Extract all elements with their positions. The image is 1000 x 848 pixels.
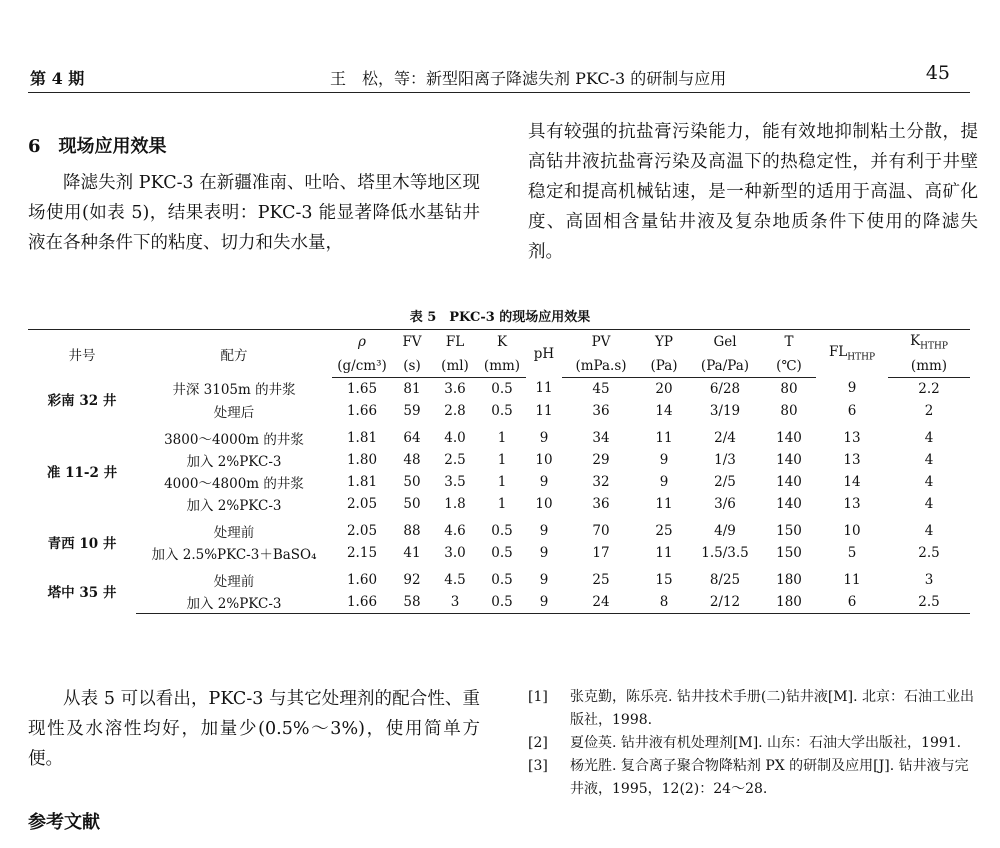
cell-fl: 2.5 [444, 451, 466, 468]
data-table [28, 329, 970, 614]
cell-well: 彩南 32 井 [47, 393, 117, 410]
cell-fv: 58 [392, 591, 432, 614]
cell-fl: 3.6 [444, 380, 466, 397]
cell-yp: 25 [655, 522, 673, 539]
cell-gel: 6/28 [709, 380, 741, 397]
cell-k: 1 [497, 451, 507, 468]
cell-khthp: 2.2 [918, 380, 940, 397]
cell-flhthp: 14 [843, 473, 861, 490]
cell-khthp: 2.5 [888, 591, 970, 614]
cell-rho: 2.05 [346, 522, 378, 539]
cell-pv: 34 [592, 429, 610, 446]
unit-pv: (mPa.s) [562, 355, 640, 378]
section-paragraph: 降滤失剂 PKC-3 在新疆准南、吐哈、塔里木等地区现场使用(如表 5)，结果表明：PKC-3 能显著降低水基钻井液在各种条件下的粘度、切力和失水量， [28, 173, 480, 253]
cell-ph: 11 [535, 402, 553, 419]
cell-fl: 3 [432, 591, 478, 614]
cell-flhthp: 13 [843, 429, 861, 446]
cell-rho: 1.80 [346, 451, 378, 468]
cell-formula: 处理前 [213, 573, 255, 590]
cell-t: 150 [776, 544, 802, 561]
cell-ph: 9 [539, 429, 549, 446]
cell-formula: 加入 2.5%PKC-3＋BaSO₄ [151, 546, 317, 563]
unit-fv: (s) [392, 355, 432, 378]
cell-formula: 4000～4800m 的井浆 [164, 475, 304, 492]
left-column-top [28, 132, 480, 258]
cell-fv: 50 [403, 495, 421, 512]
cell-t: 180 [762, 591, 816, 614]
table-row [28, 377, 970, 400]
cell-flhthp: 6 [847, 402, 857, 419]
col-header-pv: PV [562, 330, 640, 355]
cell-gel: 3/6 [714, 495, 736, 512]
cell-rho: 1.66 [332, 591, 392, 614]
cell-rho: 1.81 [346, 473, 378, 490]
col-header-k: K [478, 330, 526, 355]
reference-list [528, 686, 978, 801]
cell-fl: 3.0 [444, 544, 466, 561]
cell-formula: 3800～4000m 的井浆 [164, 431, 304, 448]
cell-formula: 加入 2%PKC-3 [186, 453, 282, 470]
cell-t: 80 [780, 402, 798, 419]
cell-fv: 92 [403, 571, 421, 588]
col-header-yp: YP [640, 330, 688, 355]
reference-item [528, 686, 978, 732]
cell-well: 青西 10 井 [47, 535, 117, 552]
cell-fv: 50 [403, 473, 421, 490]
cell-fv: 48 [403, 451, 421, 468]
cell-fv: 41 [403, 544, 421, 561]
cell-gel: 1.5/3.5 [701, 544, 749, 561]
cell-yp: 11 [655, 495, 673, 512]
col-header-fv: FV [392, 330, 432, 355]
section-paragraph-continued: 具有较强的抗盐膏污染能力，能有效地抑制粘土分散，提高钻井液抗盐膏污染及高温下的热稳定性，并有利于井壁稳定和提高机械钻速，是一种新型的适用于高温、高矿化度、高固相含量钻井液及复杂地质条件下使用的降滤失剂。 [528, 122, 978, 262]
cell-rho: 1.65 [346, 380, 378, 397]
reference-text: 夏俭英. 钻井液有机处理剂[M]. 山东：石油大学出版社，1991. [570, 735, 962, 751]
cell-khthp: 4 [924, 473, 934, 490]
cell-formula: 井深 3105m 的井浆 [172, 382, 296, 399]
unit-khthp: (mm) [888, 355, 970, 378]
cell-t: 140 [776, 473, 802, 490]
cell-flhthp: 13 [843, 495, 861, 512]
cell-yp: 8 [640, 591, 688, 614]
cell-rho: 2.15 [346, 544, 378, 561]
cell-pv: 25 [592, 571, 610, 588]
cell-ph: 9 [539, 571, 549, 588]
cell-gel: 8/25 [709, 571, 741, 588]
cell-ph: 10 [535, 495, 553, 512]
table-row [28, 564, 970, 591]
right-column-top [528, 117, 978, 267]
section-title: 6 现场应用效果 [28, 136, 167, 157]
cell-k: 1 [497, 495, 507, 512]
cell-yp: 9 [659, 451, 669, 468]
cell-formula: 处理后 [213, 404, 255, 421]
table-row [28, 591, 970, 614]
unit-gel: (Pa/Pa) [688, 355, 762, 378]
cell-formula: 加入 2%PKC-3 [186, 497, 282, 514]
col-header-t: T [762, 330, 816, 355]
cell-rho: 1.60 [346, 571, 378, 588]
issue-number: 第 4 期 [30, 69, 85, 88]
cell-ph: 9 [539, 473, 549, 490]
cell-yp: 11 [655, 544, 673, 561]
cell-gel: 2/12 [688, 591, 762, 614]
cell-fl: 4.5 [444, 571, 466, 588]
cell-khthp: 4 [924, 451, 934, 468]
cell-k: 0.5 [478, 591, 526, 614]
cell-k: 0.5 [491, 571, 513, 588]
table-caption: 表 5 PKC-3 的现场应用效果 [409, 310, 591, 325]
cell-ph: 9 [539, 522, 549, 539]
cell-gel: 2/4 [714, 429, 736, 446]
cell-gel: 3/19 [709, 402, 741, 419]
cell-t: 80 [780, 380, 798, 397]
cell-k: 0.5 [491, 522, 513, 539]
cell-k: 1 [497, 429, 507, 446]
cell-pv: 32 [592, 473, 610, 490]
cell-khthp: 2 [924, 402, 934, 419]
col-header-well: 井号 [28, 330, 136, 378]
cell-ph: 10 [535, 451, 553, 468]
cell-pv: 45 [592, 380, 610, 397]
reference-number: [2] [528, 735, 548, 751]
left-column-bottom [28, 684, 480, 774]
conclusion-paragraph: 从表 5 可以看出，PKC-3 与其它处理剂的配合性、重现性及水溶性均好，加量少(0.5%～3%)，使用简单方便。 [28, 689, 480, 769]
table-row [28, 493, 970, 515]
references-title: 参考文献 [28, 812, 100, 833]
cell-t: 140 [776, 495, 802, 512]
cell-khthp: 4 [924, 522, 934, 539]
table-row [28, 471, 970, 493]
cell-khthp: 4 [924, 429, 934, 446]
page-number: 45 [925, 62, 950, 84]
col-header-gel: Gel [688, 330, 762, 355]
cell-khthp: 3 [924, 571, 934, 588]
cell-flhthp: 9 [847, 380, 857, 397]
cell-yp: 14 [655, 402, 673, 419]
cell-yp: 20 [655, 380, 673, 397]
cell-t: 140 [776, 429, 802, 446]
cell-yp: 15 [655, 571, 673, 588]
table-row [28, 400, 970, 422]
cell-ph: 9 [539, 544, 549, 561]
cell-flhthp: 11 [843, 571, 861, 588]
cell-ph: 9 [526, 591, 562, 614]
cell-yp: 11 [655, 429, 673, 446]
running-header [30, 62, 960, 90]
col-header-flhthp: $FL_{HTHP}$ [816, 330, 888, 378]
cell-fv: 88 [403, 522, 421, 539]
unit-fl: (ml) [432, 355, 478, 378]
col-header-ph: pH [526, 330, 562, 378]
cell-rho: 1.66 [346, 402, 378, 419]
reference-number: [3] [528, 758, 548, 774]
cell-khthp: 4 [924, 495, 934, 512]
col-header-rho: ρ [332, 330, 392, 355]
reference-item [528, 755, 978, 801]
cell-t: 180 [776, 571, 802, 588]
cell-fv: 64 [403, 429, 421, 446]
cell-fl: 4.6 [444, 522, 466, 539]
cell-gel: 1/3 [714, 451, 736, 468]
col-header-formula: 配方 [136, 330, 332, 378]
cell-rho: 2.05 [346, 495, 378, 512]
cell-flhthp: 10 [843, 522, 861, 539]
cell-pv: 29 [592, 451, 610, 468]
cell-ph: 11 [535, 380, 553, 397]
cell-fl: 1.8 [444, 495, 466, 512]
cell-fl: 3.5 [444, 473, 466, 490]
cell-gel: 4/9 [714, 522, 736, 539]
unit-yp: (Pa) [640, 355, 688, 378]
cell-yp: 9 [659, 473, 669, 490]
cell-pv: 36 [592, 402, 610, 419]
cell-t: 150 [776, 522, 802, 539]
cell-fl: 2.8 [444, 402, 466, 419]
cell-formula: 处理前 [213, 524, 255, 541]
cell-pv: 17 [592, 544, 610, 561]
table-header-row [28, 330, 970, 355]
header-rule [28, 92, 970, 93]
cell-formula: 加入 2%PKC-3 [136, 591, 332, 614]
unit-t: (℃) [762, 355, 816, 378]
cell-pv: 24 [562, 591, 640, 614]
table-row [28, 542, 970, 564]
cell-gel: 2/5 [714, 473, 736, 490]
cell-flhthp: 13 [843, 451, 861, 468]
unit-k: (mm) [478, 355, 526, 378]
cell-flhthp: 5 [847, 544, 857, 561]
running-title: 王 松，等：新型阳离子降滤失剂 PKC-3 的研制与应用 [330, 69, 727, 88]
reference-number: [1] [528, 689, 548, 705]
cell-k: 1 [497, 473, 507, 490]
reference-text: 杨光胜. 复合离子聚合物降粘剂 PX 的研制及应用[J]. 钻井液与完井液，1995，12(2)：24～28. [570, 758, 969, 797]
unit-rho: (g/cm³) [332, 355, 392, 378]
reference-text: 张克勤，陈乐亮. 钻井技术手册(二)钻井液[M]. 北京：石油工业出版社，1998. [570, 689, 974, 728]
cell-k: 0.5 [491, 402, 513, 419]
col-header-fl: FL [432, 330, 478, 355]
table-row [28, 449, 970, 471]
cell-fv: 81 [403, 380, 421, 397]
cell-pv: 36 [592, 495, 610, 512]
cell-pv: 70 [592, 522, 610, 539]
table-row [28, 515, 970, 542]
cell-k: 0.5 [491, 544, 513, 561]
cell-t: 140 [776, 451, 802, 468]
cell-flhthp: 6 [816, 591, 888, 614]
cell-fv: 59 [403, 402, 421, 419]
cell-rho: 1.81 [346, 429, 378, 446]
cell-well: 准 11-2 井 [46, 464, 118, 481]
table-row [28, 422, 970, 449]
col-header-khthp: $K_{HTHP}$ [888, 330, 970, 355]
reference-item [528, 732, 978, 755]
cell-k: 0.5 [491, 380, 513, 397]
cell-khthp: 2.5 [918, 544, 940, 561]
cell-well: 塔中 35 井 [47, 584, 117, 601]
cell-fl: 4.0 [444, 429, 466, 446]
